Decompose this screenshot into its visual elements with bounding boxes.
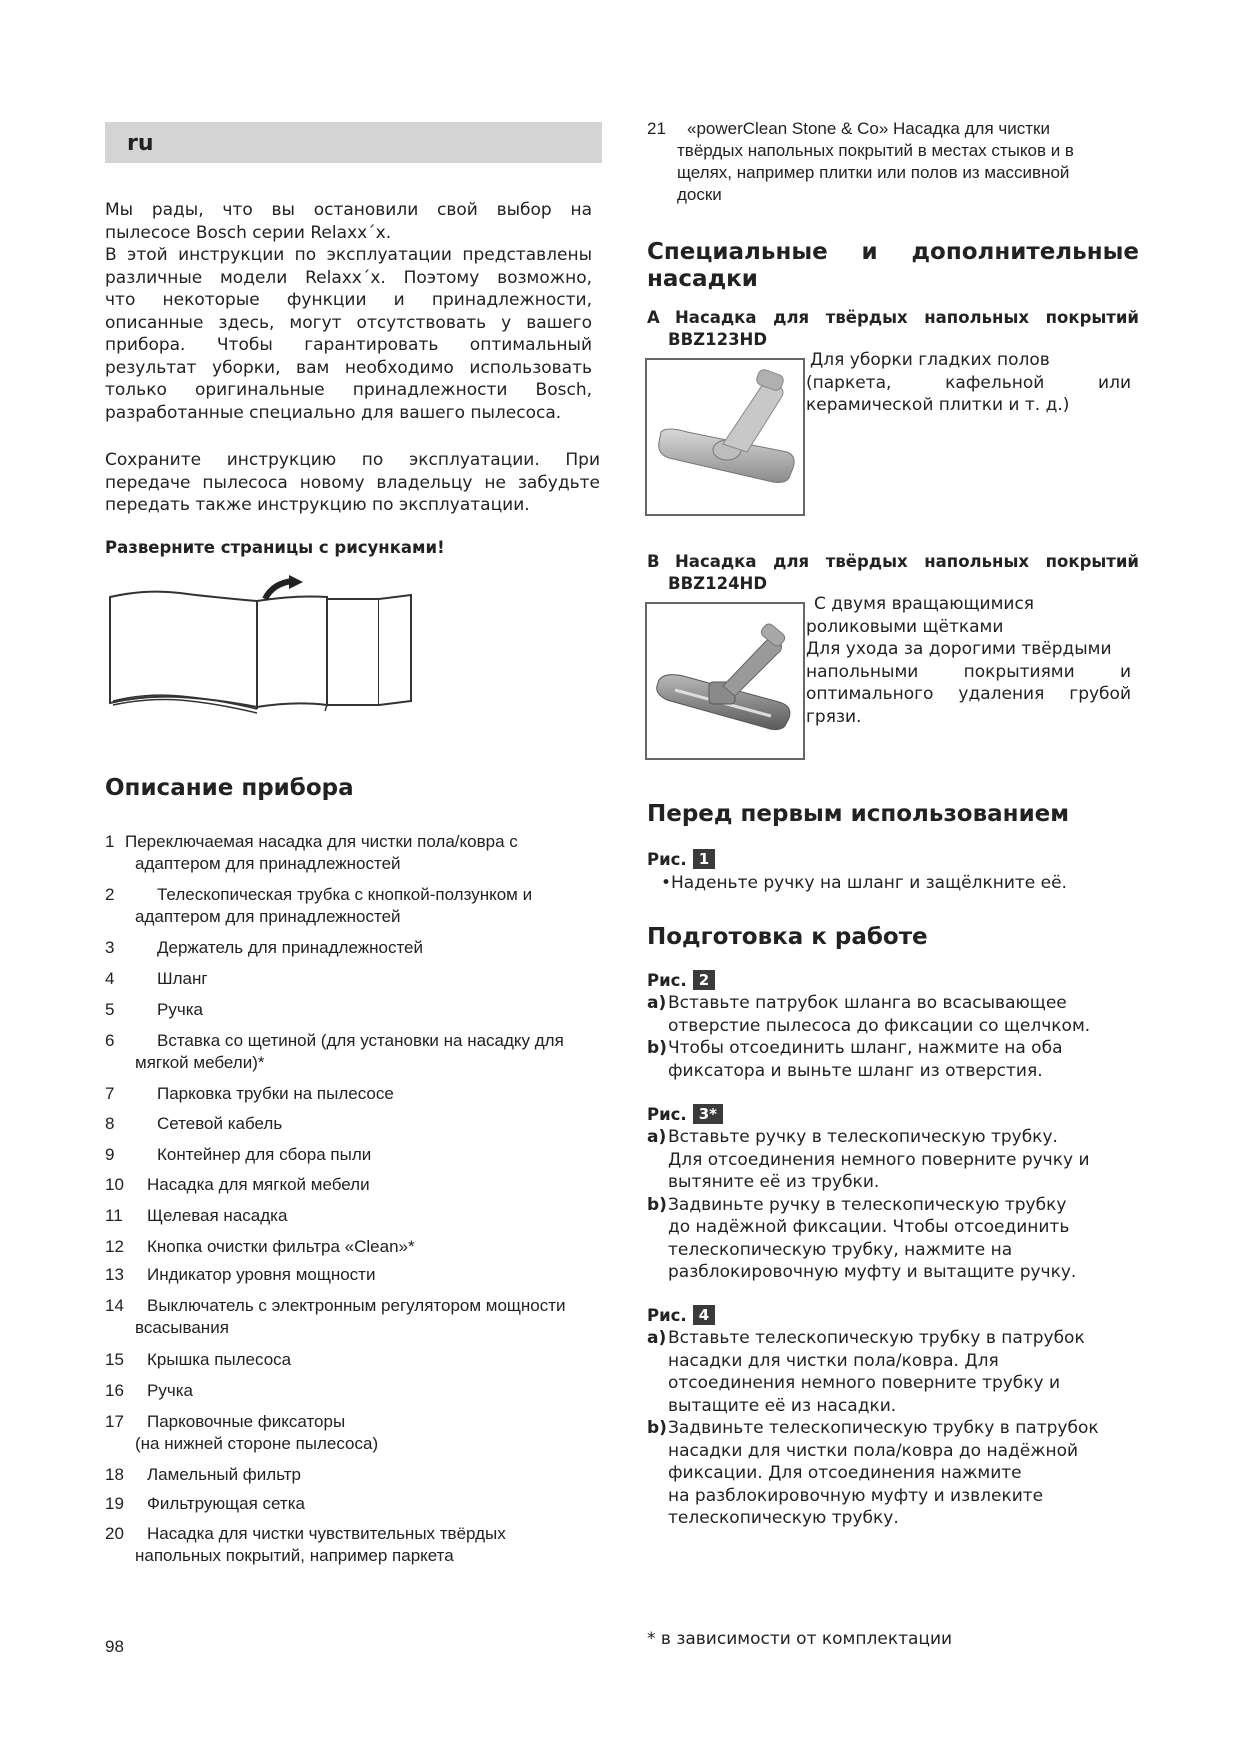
item-number: 7: [105, 1084, 115, 1103]
item-text: мягкой мебели)*: [135, 1053, 265, 1072]
item-text: Ламельный фильтр: [147, 1465, 301, 1484]
figure-ref: [647, 1305, 715, 1325]
description-line: (паркета, кафельной или: [806, 372, 1131, 393]
list-item: [105, 937, 605, 959]
language-bar: [105, 122, 602, 163]
item-number: 15: [105, 1350, 124, 1369]
item-number: 18: [105, 1465, 124, 1484]
item-number: 5: [105, 1000, 115, 1019]
intro-line: передать также инструкцию по эксплуатации.: [105, 495, 530, 515]
item-number: 10: [105, 1175, 124, 1194]
special-accessories-title: [647, 239, 1139, 293]
description-line: грязи.: [806, 706, 862, 727]
intro-line: прибора. Чтобы гарантировать оптимальный: [105, 335, 592, 355]
list-item: [105, 1144, 605, 1166]
intro-line: что некоторые функции и принадлежности,: [105, 290, 592, 310]
accessory-model: BBZ123HD: [668, 330, 768, 349]
step-text: на разблокировочную муфту и извлеките: [668, 1485, 1044, 1506]
intro-paragraph-2: [105, 449, 600, 517]
accessory-label: A: [647, 308, 660, 327]
figure-ref: [647, 849, 715, 869]
figure-label: Рис.: [647, 1105, 687, 1124]
list-item: [105, 1205, 605, 1227]
description-line: Для уборки гладких полов: [810, 350, 1050, 370]
list-item: [647, 118, 1147, 208]
intro-line: Сохраните инструкцию по эксплуатации. При: [105, 450, 600, 470]
intro-line: пылесосе Bosch серии Relaxx´x.: [105, 222, 392, 243]
step-text: Задвиньте ручку в телескопическую трубку: [668, 1194, 1067, 1215]
item-text: Кнопка очистки фильтра «Clean»*: [147, 1237, 415, 1256]
item-text: Насадка для чистки чувствительных твёрдых: [147, 1524, 506, 1543]
booklet-unfold-illustration: [105, 575, 425, 715]
item-text: Выключатель с электронным регулятором мощности: [147, 1296, 566, 1315]
item-text: «powerClean Stone & Co» Насадка для чистки: [687, 119, 1050, 138]
step-text: отсоединения немного поверните трубку и: [668, 1373, 1061, 1393]
item-text: Насадка для мягкой мебели: [147, 1175, 370, 1194]
item-text: Парковка трубки на пылесосе: [157, 1084, 394, 1103]
item-text: Щелевая насадка: [147, 1206, 288, 1225]
list-item: [105, 1411, 605, 1455]
hard-floor-nozzle-image-b: [645, 602, 805, 760]
accessory-b-title: [647, 551, 1139, 595]
item-text: напольных покрытий, например паркета: [135, 1546, 454, 1565]
page-number: 98: [105, 1637, 124, 1656]
item-text: Переключаемая насадка для чистки пола/ковра с: [125, 832, 518, 851]
step-text: телескопическую трубку.: [668, 1508, 899, 1528]
before-first-use-step: •Наденьте ручку на шланг и защёлкните её.: [661, 873, 1067, 893]
intro-line: описанные здесь, могут отсутствовать у вашего: [105, 312, 592, 333]
language-code: ru: [127, 131, 154, 156]
list-item: [105, 1083, 605, 1105]
description-line: роликовыми щётками: [806, 616, 1004, 637]
intro-line: только оригинальные принадлежности Bosch,: [105, 380, 592, 400]
fig4-steps: a) Вставьте телескопическую трубку в патрубок насадки для чистки пола/ковра. Для отсоединения немного поверните трубку и вытащите её из насадки. b)Задвиньте телескопическую трубку в патрубок насадки для чистки пола/ковра до надёжной фиксации. Для отсоединения нажмите на разблокировочную муфту и извлеките телескопическую трубку.: [647, 1328, 1099, 1528]
footnote: * в зависимости от комплектации: [647, 1629, 953, 1649]
accessory-model: BBZ124HD: [668, 574, 768, 593]
step-text: Чтобы отсоединить шланг, нажмите на оба: [668, 1038, 1063, 1058]
intro-line: В этой инструкции по эксплуатации представлены: [105, 245, 592, 265]
step-text: Вставьте телескопическую трубку в патрубок: [668, 1328, 1085, 1348]
figure-ref: [647, 970, 715, 990]
figure-label: Рис.: [647, 850, 687, 869]
step-text: насадки для чистки пола/ковра. Для: [668, 1350, 999, 1371]
step-text: Задвиньте телескопическую трубку в патрубок: [668, 1418, 1099, 1438]
fig2-steps: a) Вставьте патрубок шланга во всасывающее отверстие пылесоса до фиксации со щелчком. b)Чтобы отсоединить шланг, нажмите на оба фиксатора и выньте шланг из отверстия.: [647, 993, 1091, 1081]
intro-line: разработанные специально для вашего пылесоса.: [105, 402, 562, 423]
figure-number-badge: 1: [693, 849, 715, 869]
item-text: (на нижней стороне пылесоса): [135, 1434, 379, 1453]
intro-paragraph-1: [105, 199, 592, 424]
figure-ref: [647, 1104, 723, 1124]
item-text: Индикатор уровня мощности: [147, 1265, 376, 1284]
item-number: 11: [105, 1206, 123, 1225]
list-item: [105, 1380, 605, 1402]
intro-line: результат уборки, вам необходимо использовать: [105, 357, 592, 378]
item-text: Крышка пылесоса: [147, 1350, 292, 1369]
description-line: С двумя вращающимися: [814, 594, 1035, 614]
list-item: [105, 1295, 615, 1339]
list-item: [105, 1113, 605, 1135]
item-number: 20: [105, 1524, 124, 1543]
item-number: 21: [647, 119, 666, 138]
list-item: [105, 1236, 605, 1258]
accessory-b-description: [806, 593, 1131, 728]
item-number: 1: [105, 832, 115, 851]
fig3-steps: a) Вставьте ручку в телескопическую трубку. Для отсоединения немного поверните ручку и вытяните её из трубки. b)Задвиньте ручку в телескопическую трубку до надёжной фиксации. Чтобы отсоединить телескопическую трубку, нажмите на разблокировочную муфту и вытащите ручку.: [647, 1127, 1090, 1282]
list-item: [105, 831, 605, 875]
item-text: Контейнер для сбора пыли: [157, 1145, 372, 1164]
figure-label: Рис.: [647, 1306, 687, 1325]
item-text: твёрдых напольных покрытий в местах стыков и в: [677, 141, 1074, 160]
step-text: Вставьте патрубок шланга во всасывающее: [668, 993, 1067, 1013]
item-text: доски: [677, 185, 722, 204]
item-number: 16: [105, 1381, 124, 1400]
title-line: Специальные и дополнительные: [647, 239, 1139, 265]
item-number: 13: [105, 1265, 124, 1284]
list-item: [105, 1493, 605, 1515]
item-text: Парковочные фиксаторы: [147, 1412, 346, 1431]
description-line: Для ухода за дорогими твёрдыми: [806, 639, 1112, 659]
item-text: Фильтрующая сетка: [147, 1494, 305, 1513]
step-text: фиксатора и выньте шланг из отверстия.: [668, 1060, 1043, 1081]
item-text: Держатель для принадлежностей: [157, 938, 423, 957]
figure-number-badge: 3*: [693, 1104, 723, 1124]
item-text: адаптером для принадлежностей: [135, 907, 401, 926]
item-text: щелях, например плитки или полов из массивной: [677, 163, 1070, 182]
item-text: адаптером для принадлежностей: [135, 854, 401, 873]
step-text: насадки для чистки пола/ковра до надёжной: [668, 1440, 1079, 1461]
item-number: 17: [105, 1412, 124, 1431]
item-number: 2: [105, 885, 115, 904]
list-item: [105, 1264, 605, 1286]
figure-number-badge: 4: [693, 1305, 715, 1325]
step-text: Вставьте ручку в телескопическую трубку.: [668, 1127, 1058, 1147]
figure-number-badge: 2: [693, 970, 715, 990]
accessory-name: Насадка для твёрдых напольных покрытий: [675, 308, 1139, 327]
before-first-use-title: Перед первым использованием: [647, 801, 1070, 827]
intro-line: Мы рады, что вы остановили свой выбор на: [105, 200, 592, 220]
title-line: насадки: [647, 266, 758, 292]
list-item: [105, 1523, 605, 1567]
step-text: разблокировочную муфту и вытащите ручку.: [668, 1262, 1077, 1282]
step-text: до надёжной фиксации. Чтобы отсоединить: [668, 1217, 1070, 1237]
preparation-title: Подготовка к работе: [647, 924, 928, 950]
description-line: керамической плитки и т. д.): [806, 395, 1070, 415]
item-text: Телескопическая трубка с кнопкой-ползунком и: [157, 885, 533, 904]
item-number: 8: [105, 1114, 115, 1133]
accessory-label: B: [647, 552, 660, 571]
item-number: 3: [105, 938, 115, 957]
list-item: [105, 999, 605, 1021]
list-item: [105, 968, 605, 990]
description-line: оптимального удаления грубой: [806, 684, 1131, 704]
hard-floor-nozzle-image-a: [645, 358, 805, 516]
item-text: Шланг: [157, 969, 208, 988]
item-number: 19: [105, 1494, 124, 1513]
intro-line: различные модели Relaxx´x. Поэтому возможно,: [105, 267, 592, 288]
list-item: [105, 1349, 605, 1371]
item-text: Вставка со щетиной (для установки на насадку для: [157, 1031, 564, 1050]
list-item: [105, 1030, 605, 1074]
step-text: телескопическую трубку, нажмите на: [668, 1239, 1013, 1260]
item-number: 12: [105, 1237, 124, 1256]
description-title: Описание прибора: [105, 775, 354, 801]
accessory-name: Насадка для твёрдых напольных покрытий: [675, 552, 1139, 571]
item-text: Сетевой кабель: [157, 1114, 283, 1133]
figure-label: Рис.: [647, 971, 687, 990]
step-text: вытащите её из насадки.: [668, 1395, 897, 1416]
list-item: [105, 1464, 605, 1486]
list-item: [105, 884, 605, 928]
description-line: напольными покрытиями и: [806, 661, 1131, 682]
step-text: вытяните её из трубки.: [668, 1172, 880, 1192]
item-text: Ручка: [147, 1381, 193, 1400]
intro-line: передаче пылесоса новому владельцу не забудьте: [105, 472, 600, 493]
item-text: всасывания: [135, 1318, 229, 1337]
item-text: Ручка: [157, 1000, 203, 1019]
accessory-a-title: [647, 307, 1139, 351]
item-number: 14: [105, 1296, 124, 1315]
list-item: [105, 1174, 605, 1196]
item-number: 9: [105, 1145, 115, 1164]
item-number: 6: [105, 1031, 115, 1050]
unfold-pages-note: Разверните страницы с рисунками!: [105, 538, 445, 557]
step-text: Для отсоединения немного поверните ручку и: [668, 1149, 1090, 1170]
step-text: фиксации. Для отсоединения нажмите: [668, 1463, 1022, 1483]
item-number: 4: [105, 969, 115, 988]
accessory-a-description: [806, 349, 1131, 417]
step-text: отверстие пылесоса до фиксации со щелчком.: [668, 1015, 1091, 1036]
